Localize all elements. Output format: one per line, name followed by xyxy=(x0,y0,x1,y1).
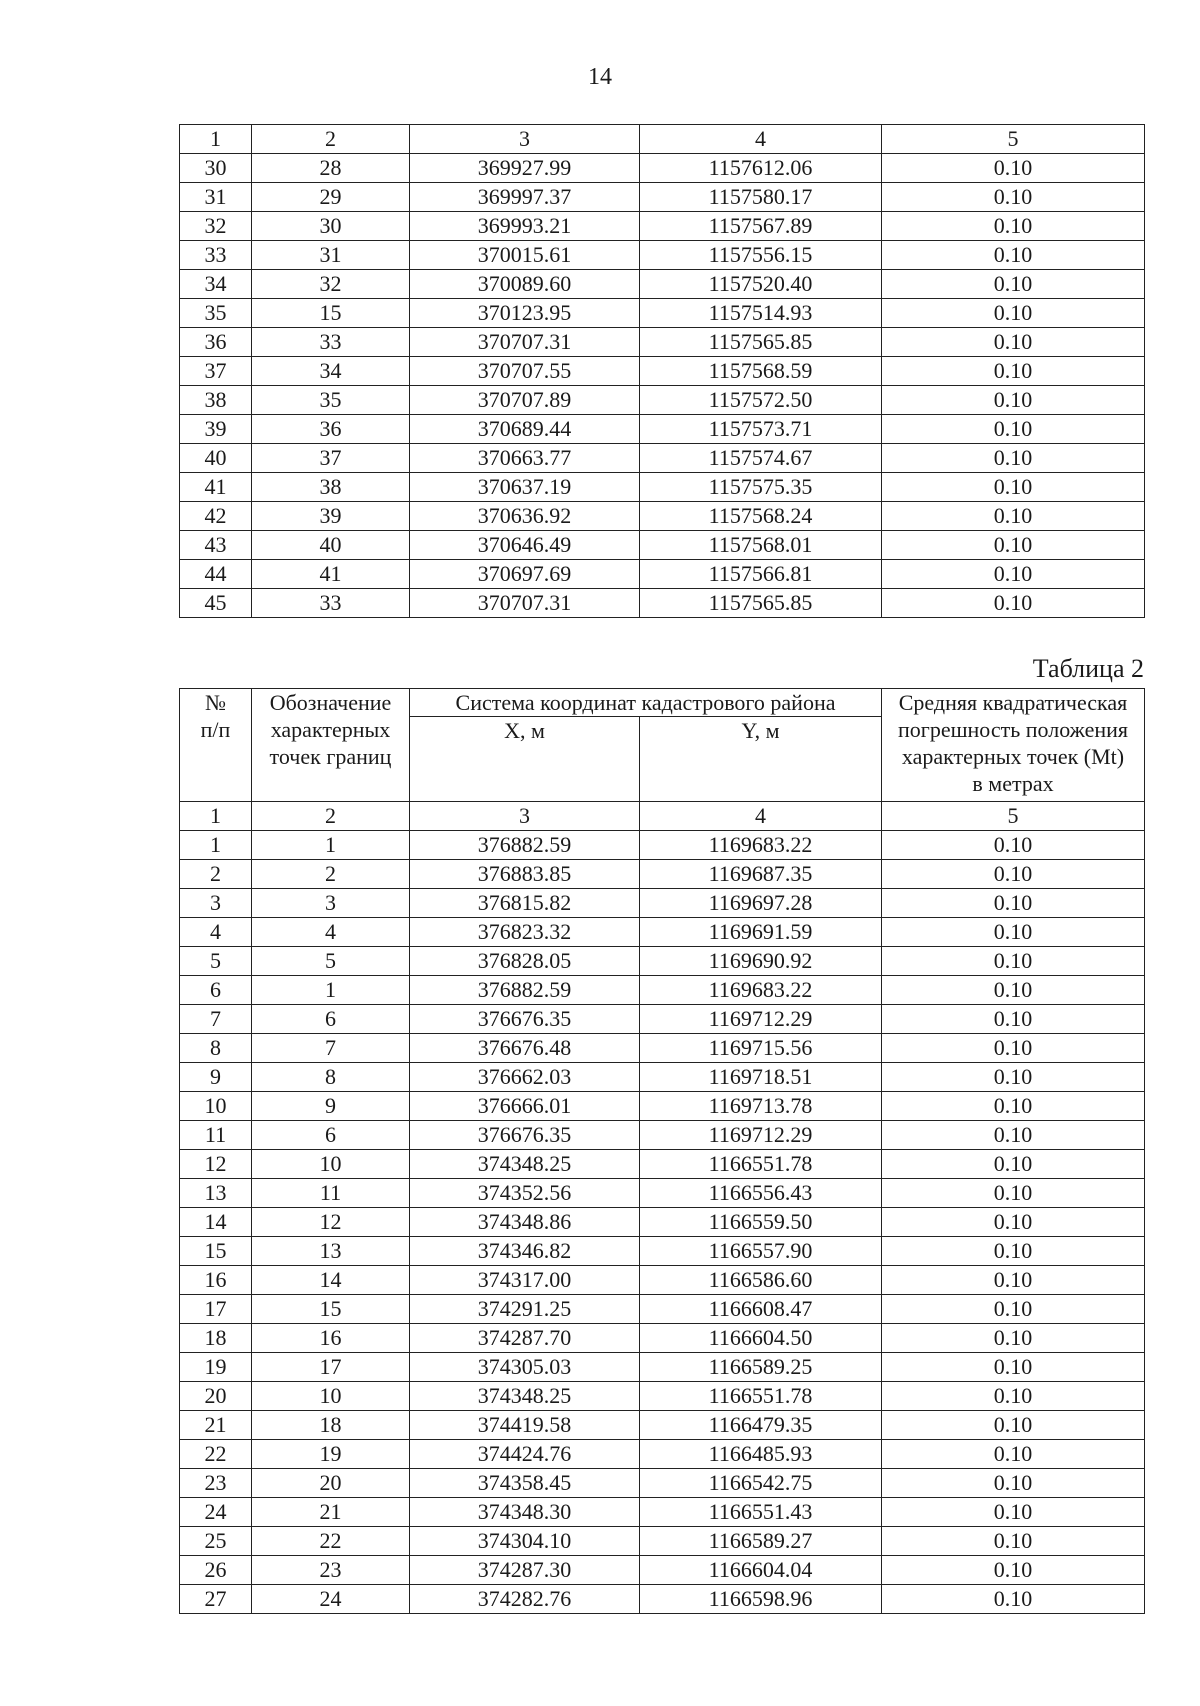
table-cell: 0.10 xyxy=(882,299,1145,328)
table-cell: 1157572.50 xyxy=(640,386,882,415)
table-cell: 1166557.90 xyxy=(640,1237,882,1266)
table-cell: 21 xyxy=(252,1498,410,1527)
table-cell: 370707.31 xyxy=(410,589,640,618)
table-cell: 376676.35 xyxy=(410,1121,640,1150)
table-cell: 6 xyxy=(252,1005,410,1034)
table-cell: 369993.21 xyxy=(410,212,640,241)
table-cell: 1157573.71 xyxy=(640,415,882,444)
table-cell: 0.10 xyxy=(882,831,1145,860)
table-cell: 31 xyxy=(180,183,252,212)
table-cell: 0.10 xyxy=(882,1237,1145,1266)
table-row xyxy=(180,831,1145,860)
page-number: 14 xyxy=(588,64,612,90)
table-cell: 1166479.35 xyxy=(640,1411,882,1440)
table-cell: 2 xyxy=(252,860,410,889)
table-cell: 43 xyxy=(180,531,252,560)
table-cell: 1157514.93 xyxy=(640,299,882,328)
table-cell: 374287.70 xyxy=(410,1324,640,1353)
table-cell: 10 xyxy=(180,1092,252,1121)
table-cell: 18 xyxy=(252,1411,410,1440)
table-cell: 20 xyxy=(252,1469,410,1498)
table-cell: 370636.92 xyxy=(410,502,640,531)
table-cell: 1157520.40 xyxy=(640,270,882,299)
table-cell: 1166604.50 xyxy=(640,1324,882,1353)
table-cell: 21 xyxy=(180,1411,252,1440)
table-cell: 1166551.78 xyxy=(640,1150,882,1179)
table-cell: 0.10 xyxy=(882,918,1145,947)
table-cell: 1157580.17 xyxy=(640,183,882,212)
table-cell: 1169718.51 xyxy=(640,1063,882,1092)
table-cell: 370707.89 xyxy=(410,386,640,415)
table-cell: 1166556.43 xyxy=(640,1179,882,1208)
table-cell: 1157568.24 xyxy=(640,502,882,531)
table-cell: 376823.32 xyxy=(410,918,640,947)
table-cell: 0.10 xyxy=(882,1556,1145,1585)
table-cell: 374352.56 xyxy=(410,1179,640,1208)
table-cell: 32 xyxy=(252,270,410,299)
table-row xyxy=(180,1440,1145,1469)
table-cell: 0.10 xyxy=(882,154,1145,183)
table1-body xyxy=(180,125,1145,618)
table-cell: 0.10 xyxy=(882,183,1145,212)
table-cell: 38 xyxy=(180,386,252,415)
table-cell: 376666.01 xyxy=(410,1092,640,1121)
table-cell: 1169683.22 xyxy=(640,976,882,1005)
table-cell: 39 xyxy=(180,415,252,444)
table-cell: 0.10 xyxy=(882,560,1145,589)
table-cell: 34 xyxy=(252,357,410,386)
table-cell: 9 xyxy=(180,1063,252,1092)
table-cell: 19 xyxy=(252,1440,410,1469)
table-row xyxy=(180,299,1145,328)
table-cell: 12 xyxy=(180,1150,252,1179)
column-number: 1 xyxy=(180,125,252,154)
table-cell: 0.10 xyxy=(882,1266,1145,1295)
header-error xyxy=(882,689,1145,802)
table-cell: 15 xyxy=(252,299,410,328)
table-caption: Таблица 2 xyxy=(1032,654,1144,683)
table-row xyxy=(180,918,1145,947)
table-cell: 0.10 xyxy=(882,1324,1145,1353)
table-cell: 1157574.67 xyxy=(640,444,882,473)
table-cell: 0.10 xyxy=(882,976,1145,1005)
table-cell: 31 xyxy=(252,241,410,270)
table-cell: 22 xyxy=(252,1527,410,1556)
table-cell: 1166608.47 xyxy=(640,1295,882,1324)
table-row xyxy=(180,357,1145,386)
table-cell: 38 xyxy=(252,473,410,502)
table-cell: 30 xyxy=(252,212,410,241)
table-row xyxy=(180,1121,1145,1150)
table-row xyxy=(180,1179,1145,1208)
column-number-row xyxy=(180,125,1145,154)
table-cell: 0.10 xyxy=(882,860,1145,889)
table-cell: 1166551.43 xyxy=(640,1498,882,1527)
table-cell: 41 xyxy=(180,473,252,502)
table-cell: 39 xyxy=(252,502,410,531)
table-cell: 13 xyxy=(180,1179,252,1208)
table-cell: 374282.76 xyxy=(410,1585,640,1614)
table-cell: 0.10 xyxy=(882,328,1145,357)
table-cell: 32 xyxy=(180,212,252,241)
table-cell: 0.10 xyxy=(882,1382,1145,1411)
table-cell: 370123.95 xyxy=(410,299,640,328)
table-cell: 374358.45 xyxy=(410,1469,640,1498)
table-row xyxy=(180,1469,1145,1498)
table-row xyxy=(180,444,1145,473)
table-row xyxy=(180,589,1145,618)
table-cell: 374291.25 xyxy=(410,1295,640,1324)
table-cell: 1166551.78 xyxy=(640,1382,882,1411)
table-cell: 0.10 xyxy=(882,1092,1145,1121)
table-cell: 374348.25 xyxy=(410,1150,640,1179)
header-error-line: в метрах xyxy=(972,771,1054,796)
header-number xyxy=(180,689,252,802)
table-row xyxy=(180,889,1145,918)
table-cell: 35 xyxy=(180,299,252,328)
table-row xyxy=(180,1411,1145,1440)
table-row xyxy=(180,1556,1145,1585)
table-cell: 374287.30 xyxy=(410,1556,640,1585)
table-cell: 370015.61 xyxy=(410,241,640,270)
table-row xyxy=(180,183,1145,212)
table-cell: 0.10 xyxy=(882,1063,1145,1092)
table-cell: 0.10 xyxy=(882,212,1145,241)
coordinates-table-continued xyxy=(179,124,1145,618)
column-number: 5 xyxy=(882,125,1145,154)
table-cell: 40 xyxy=(180,444,252,473)
column-number: 4 xyxy=(640,125,882,154)
table-row xyxy=(180,1034,1145,1063)
table-cell: 0.10 xyxy=(882,1121,1145,1150)
table-cell: 40 xyxy=(252,531,410,560)
table-cell: 0.10 xyxy=(882,473,1145,502)
table-cell: 1157575.35 xyxy=(640,473,882,502)
table-cell: 1166598.96 xyxy=(640,1585,882,1614)
header-designation-line: Обозначение xyxy=(269,690,392,715)
table-cell: 1169697.28 xyxy=(640,889,882,918)
table-cell: 1166604.04 xyxy=(640,1556,882,1585)
table-cell: 1157565.85 xyxy=(640,328,882,357)
table-cell: 370646.49 xyxy=(410,531,640,560)
table-cell: 1 xyxy=(180,831,252,860)
table-cell: 6 xyxy=(180,976,252,1005)
table-cell: 14 xyxy=(180,1208,252,1237)
table-cell: 1157567.89 xyxy=(640,212,882,241)
table-cell: 16 xyxy=(252,1324,410,1353)
table-cell: 376676.35 xyxy=(410,1005,640,1034)
column-number: 1 xyxy=(180,802,252,831)
table-cell: 42 xyxy=(180,502,252,531)
table-cell: 18 xyxy=(180,1324,252,1353)
table-row xyxy=(180,415,1145,444)
table-cell: 37 xyxy=(180,357,252,386)
table-cell: 2 xyxy=(180,860,252,889)
table-cell: 1169691.59 xyxy=(640,918,882,947)
table-cell: 4 xyxy=(180,918,252,947)
table-cell: 369927.99 xyxy=(410,154,640,183)
header-designation-line: характерных xyxy=(270,717,391,742)
table-cell: 370663.77 xyxy=(410,444,640,473)
table-cell: 376882.59 xyxy=(410,976,640,1005)
table-cell: 376662.03 xyxy=(410,1063,640,1092)
table-cell: 0.10 xyxy=(882,947,1145,976)
table-cell: 5 xyxy=(180,947,252,976)
table-cell: 1 xyxy=(252,831,410,860)
table-row xyxy=(180,270,1145,299)
table-row xyxy=(180,1266,1145,1295)
table-cell: 27 xyxy=(180,1585,252,1614)
table-cell: 23 xyxy=(252,1556,410,1585)
table-row xyxy=(180,473,1145,502)
table-cell: 376883.85 xyxy=(410,860,640,889)
table-row xyxy=(180,1498,1145,1527)
header-number-line: № xyxy=(205,690,226,715)
table-cell: 370637.19 xyxy=(410,473,640,502)
table-row xyxy=(180,1150,1145,1179)
table-cell: 0.10 xyxy=(882,1208,1145,1237)
table-cell: 30 xyxy=(180,154,252,183)
column-number: 5 xyxy=(882,802,1145,831)
table-cell: 376882.59 xyxy=(410,831,640,860)
table-cell: 0.10 xyxy=(882,589,1145,618)
table-cell: 7 xyxy=(252,1034,410,1063)
table-row xyxy=(180,1382,1145,1411)
table-cell: 0.10 xyxy=(882,1411,1145,1440)
table-row xyxy=(180,328,1145,357)
table-cell: 35 xyxy=(252,386,410,415)
table-cell: 1166542.75 xyxy=(640,1469,882,1498)
table-cell: 23 xyxy=(180,1469,252,1498)
table-cell: 370707.55 xyxy=(410,357,640,386)
table-cell: 0.10 xyxy=(882,386,1145,415)
table-cell: 0.10 xyxy=(882,1150,1145,1179)
table-cell: 1166589.25 xyxy=(640,1353,882,1382)
table-cell: 0.10 xyxy=(882,1179,1145,1208)
column-number: 3 xyxy=(410,125,640,154)
table-cell: 1 xyxy=(252,976,410,1005)
coordinates-table-2 xyxy=(179,688,1145,1614)
table-cell: 9 xyxy=(252,1092,410,1121)
table-cell: 25 xyxy=(180,1527,252,1556)
table-cell: 0.10 xyxy=(882,1005,1145,1034)
table-cell: 17 xyxy=(252,1353,410,1382)
table-cell: 1166589.27 xyxy=(640,1527,882,1556)
table-cell: 370689.44 xyxy=(410,415,640,444)
table-cell: 1169683.22 xyxy=(640,831,882,860)
table-cell: 1157556.15 xyxy=(640,241,882,270)
table-cell: 1166559.50 xyxy=(640,1208,882,1237)
table-cell: 1169713.78 xyxy=(640,1092,882,1121)
header-coordinate-system: Система координат кадастрового района xyxy=(410,689,882,717)
table-cell: 0.10 xyxy=(882,1295,1145,1324)
table-cell: 10 xyxy=(252,1150,410,1179)
table-row xyxy=(180,241,1145,270)
column-number: 2 xyxy=(252,125,410,154)
table-cell: 1169712.29 xyxy=(640,1005,882,1034)
table-row xyxy=(180,1063,1145,1092)
table-cell: 33 xyxy=(252,589,410,618)
table-cell: 5 xyxy=(252,947,410,976)
table-cell: 3 xyxy=(252,889,410,918)
table-cell: 1169715.56 xyxy=(640,1034,882,1063)
table-cell: 28 xyxy=(252,154,410,183)
table-cell: 0.10 xyxy=(882,1034,1145,1063)
table-cell: 0.10 xyxy=(882,1469,1145,1498)
table-cell: 24 xyxy=(252,1585,410,1614)
table-row xyxy=(180,1353,1145,1382)
header-designation-line: точек границ xyxy=(269,744,392,769)
table-cell: 0.10 xyxy=(882,270,1145,299)
table-cell: 36 xyxy=(180,328,252,357)
table-cell: 12 xyxy=(252,1208,410,1237)
header-x: X, м xyxy=(410,717,640,802)
table-cell: 1157568.59 xyxy=(640,357,882,386)
table-row xyxy=(180,1527,1145,1556)
table-cell: 7 xyxy=(180,1005,252,1034)
table-cell: 11 xyxy=(252,1179,410,1208)
table-cell: 16 xyxy=(180,1266,252,1295)
table-cell: 0.10 xyxy=(882,1440,1145,1469)
table-cell: 8 xyxy=(252,1063,410,1092)
table-cell: 370697.69 xyxy=(410,560,640,589)
header-error-line: Средняя квадратическая xyxy=(898,690,1128,715)
header-y: Y, м xyxy=(640,717,882,802)
table-row xyxy=(180,1208,1145,1237)
table-cell: 1157568.01 xyxy=(640,531,882,560)
column-number: 4 xyxy=(640,802,882,831)
table-cell: 36 xyxy=(252,415,410,444)
table-cell: 376828.05 xyxy=(410,947,640,976)
table-cell: 374348.86 xyxy=(410,1208,640,1237)
table-cell: 376676.48 xyxy=(410,1034,640,1063)
table-cell: 29 xyxy=(252,183,410,212)
table-cell: 33 xyxy=(252,328,410,357)
table-cell: 22 xyxy=(180,1440,252,1469)
table-row xyxy=(180,860,1145,889)
table-cell: 0.10 xyxy=(882,415,1145,444)
table-cell: 41 xyxy=(252,560,410,589)
column-number: 3 xyxy=(410,802,640,831)
table-cell: 1166485.93 xyxy=(640,1440,882,1469)
header-number-line: п/п xyxy=(200,717,231,742)
header-row xyxy=(180,689,1145,717)
table-cell: 44 xyxy=(180,560,252,589)
table-row xyxy=(180,947,1145,976)
table-cell: 374317.00 xyxy=(410,1266,640,1295)
header-designation xyxy=(252,689,410,802)
table-cell: 15 xyxy=(180,1237,252,1266)
table-cell: 33 xyxy=(180,241,252,270)
table-cell: 10 xyxy=(252,1382,410,1411)
table-row xyxy=(180,1237,1145,1266)
table-cell: 369997.37 xyxy=(410,183,640,212)
table-cell: 0.10 xyxy=(882,1527,1145,1556)
table-cell: 1169690.92 xyxy=(640,947,882,976)
table-cell: 1157566.81 xyxy=(640,560,882,589)
table-cell: 374304.10 xyxy=(410,1527,640,1556)
table-row xyxy=(180,531,1145,560)
table-cell: 14 xyxy=(252,1266,410,1295)
table-row xyxy=(180,154,1145,183)
table-cell: 374305.03 xyxy=(410,1353,640,1382)
table-cell: 11 xyxy=(180,1121,252,1150)
table-cell: 45 xyxy=(180,589,252,618)
table-cell: 37 xyxy=(252,444,410,473)
table-cell: 0.10 xyxy=(882,1353,1145,1382)
table-cell: 19 xyxy=(180,1353,252,1382)
table-cell: 13 xyxy=(252,1237,410,1266)
table-cell: 0.10 xyxy=(882,1585,1145,1614)
table-row xyxy=(180,1585,1145,1614)
table-cell: 17 xyxy=(180,1295,252,1324)
table-cell: 20 xyxy=(180,1382,252,1411)
table-cell: 374348.25 xyxy=(410,1382,640,1411)
table-cell: 1157565.85 xyxy=(640,589,882,618)
table-cell: 370707.31 xyxy=(410,328,640,357)
table-row xyxy=(180,1005,1145,1034)
table-cell: 1169712.29 xyxy=(640,1121,882,1150)
table-cell: 3 xyxy=(180,889,252,918)
header-error-line: характерных точек (Mt) xyxy=(901,744,1125,769)
header-error-line: погрешность положения xyxy=(898,717,1129,742)
table-cell: 6 xyxy=(252,1121,410,1150)
table-row xyxy=(180,386,1145,415)
table-row xyxy=(180,1324,1145,1353)
table-cell: 376815.82 xyxy=(410,889,640,918)
table-row xyxy=(180,976,1145,1005)
table-row xyxy=(180,212,1145,241)
table-cell: 374419.58 xyxy=(410,1411,640,1440)
table-row xyxy=(180,1295,1145,1324)
table2-body xyxy=(180,689,1145,1614)
table-row xyxy=(180,502,1145,531)
table-cell: 15 xyxy=(252,1295,410,1324)
table-cell: 374346.82 xyxy=(410,1237,640,1266)
table-cell: 0.10 xyxy=(882,502,1145,531)
table-cell: 0.10 xyxy=(882,531,1145,560)
table-cell: 4 xyxy=(252,918,410,947)
table-cell: 0.10 xyxy=(882,889,1145,918)
table-cell: 1157612.06 xyxy=(640,154,882,183)
table-cell: 0.10 xyxy=(882,1498,1145,1527)
table-cell: 0.10 xyxy=(882,241,1145,270)
table-cell: 1169687.35 xyxy=(640,860,882,889)
table-cell: 370089.60 xyxy=(410,270,640,299)
table-cell: 374348.30 xyxy=(410,1498,640,1527)
table-row xyxy=(180,1092,1145,1121)
table-row xyxy=(180,560,1145,589)
table-cell: 34 xyxy=(180,270,252,299)
column-number-row xyxy=(180,802,1145,831)
table-cell: 24 xyxy=(180,1498,252,1527)
table-cell: 0.10 xyxy=(882,357,1145,386)
table-cell: 374424.76 xyxy=(410,1440,640,1469)
table-cell: 0.10 xyxy=(882,444,1145,473)
table-cell: 1166586.60 xyxy=(640,1266,882,1295)
table-cell: 26 xyxy=(180,1556,252,1585)
table-cell: 8 xyxy=(180,1034,252,1063)
column-number: 2 xyxy=(252,802,410,831)
